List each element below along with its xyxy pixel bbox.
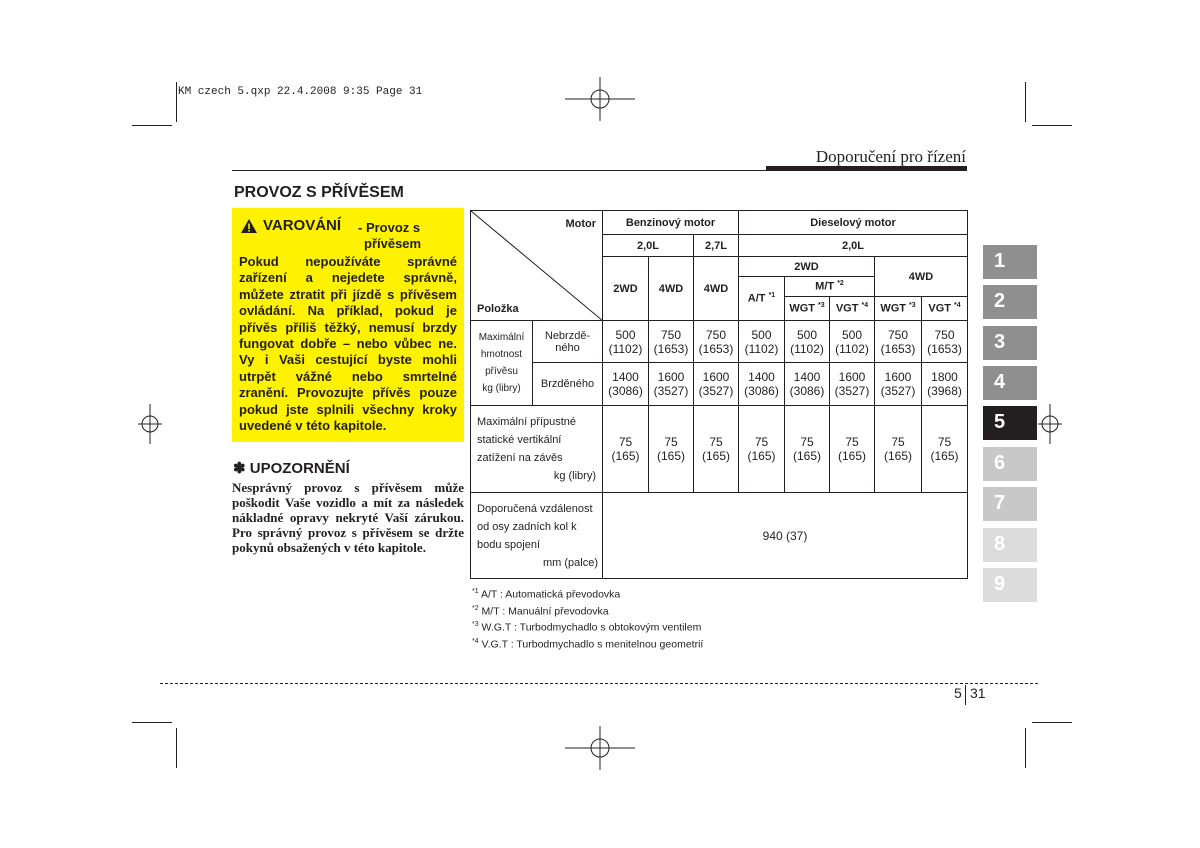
cell: 75 (165)	[875, 406, 922, 493]
chapter-tab-1[interactable]: 1	[983, 245, 1037, 279]
wgt-header-1: WGT $^{*3}$	[785, 297, 830, 321]
footnote-3: $^{*3}$ W.G.T : Turbodmychadlo s obtokovým ventilem	[472, 621, 702, 634]
cell: 750 (1653)	[694, 321, 739, 363]
diesel-2-0-header: 2,0L	[739, 235, 968, 257]
cell: 1400 (3086)	[603, 363, 649, 406]
registration-mark-top	[565, 77, 635, 121]
benzin-2-7-header: 2,7L	[694, 235, 739, 257]
warning-text: Pokud nepoužíváte správné zařízení a nejedete správně, můžete ztratit při jízdě s přívěsem ovládání. Na příklad, pokud je přívěs příliš těžký, nemusí brzdy fungovat dobře – nebo vůbec ne. Vy i Vaši cestující byste mohli utrpět vážné nebo smrtelné zranění. Provozujte přívěs pouze pokud jste splnili všechny kroky uvedené v této kapitole.	[239, 254, 457, 434]
cell: 75 (165)	[649, 406, 694, 493]
cell: 1800 (3968)	[922, 363, 968, 406]
chapter-tab-5[interactable]: 5	[983, 406, 1037, 440]
vgt-header-2: VGT $^{*4}$	[922, 297, 968, 321]
header-rule-thick	[766, 166, 967, 171]
corner-motor-label: Motor	[565, 218, 596, 230]
cell: 750 (1653)	[649, 321, 694, 363]
caution-label: UPOZORNĚNÍ	[249, 460, 350, 477]
benzin-4wd-header: 4WD	[649, 257, 694, 321]
registration-mark-bottom	[565, 726, 635, 770]
section-title: PROVOZ S PŘÍVĚSEM	[234, 184, 404, 201]
footer-rule	[160, 683, 1038, 684]
warning-subtitle-1: - Provoz s	[358, 220, 421, 235]
unbraked-label: Nebrzdě- ného	[533, 321, 603, 363]
warning-label: VAROVÁNÍ	[263, 217, 342, 234]
mt-header: M/T $^{*2}$	[785, 277, 875, 297]
footnote-2: $^{*2}$ M/T : Manuální převodovka	[472, 604, 609, 617]
diesel-2wd-header: 2WD	[739, 257, 875, 277]
chapter-tab-3[interactable]: 3	[983, 326, 1037, 360]
cell: 1400 (3086)	[739, 363, 785, 406]
footnote-4: $^{*4}$ V.G.T : Turbodmychadlo s menitelnou geometrií	[472, 637, 704, 650]
table-corner-cell	[471, 211, 603, 321]
caution-heading	[233, 459, 350, 477]
caution-text: Nesprávný provoz s přívěsem může poškodit Vaše vozidlo a mít za následek nákladné opravy nekryté Vaší zárukou. Pro správný provoz s přívěsem se držte pokynů obsažených v této kapitole.	[232, 480, 464, 555]
print-slug: KM czech 5.qxp 22.4.2008 9:35 Page 31	[178, 86, 423, 98]
corner-item-label: Položka	[477, 303, 519, 315]
diesel-4wd-header: 4WD	[875, 257, 968, 297]
cell: 500 (1102)	[603, 321, 649, 363]
page-number-divider	[965, 685, 966, 705]
chapter-tab-2[interactable]: 2	[983, 285, 1037, 319]
footnotes	[472, 585, 703, 651]
chapter-tab-9[interactable]: 9	[983, 568, 1037, 602]
running-header-title: Doporučení pro řízení	[815, 147, 966, 166]
cell: 500 (1102)	[739, 321, 785, 363]
chapter-tab-6[interactable]: 6	[983, 447, 1037, 481]
distance-label: Doporučená vzdálenost od osy zadních kol k bodu spojení mm (palce)	[471, 493, 603, 579]
benzin-2-0-header: 2,0L	[603, 235, 694, 257]
benzin-2wd-header: 2WD	[603, 257, 649, 321]
cell: 75 (165)	[603, 406, 649, 493]
chapter-tab-7[interactable]: 7	[983, 487, 1037, 521]
cell: 1400 (3086)	[785, 363, 830, 406]
max-weight-label: Maximální hmotnost přívěsu kg (libry)	[471, 321, 533, 406]
page-chapter-number: 5	[954, 685, 962, 701]
cell: 75 (165)	[830, 406, 875, 493]
at-header: A/T $^{*1}$	[739, 277, 785, 321]
table-row-vertical-load	[471, 406, 968, 493]
registration-mark-left	[138, 404, 162, 444]
cell: 75 (165)	[785, 406, 830, 493]
vertical-load-label: Maximální přípustné statické vertikální zatížení na závěs kg (libry)	[471, 406, 603, 493]
registration-mark-right	[1038, 404, 1062, 444]
cell: 1600 (3527)	[649, 363, 694, 406]
braked-label: Brzděného	[533, 363, 603, 406]
page-number: 31	[970, 685, 986, 701]
caution-symbol-icon: ✽	[233, 460, 246, 477]
distance-value: 940 (37)	[603, 493, 968, 579]
cell: 750 (1653)	[875, 321, 922, 363]
footnote-1: $^{*1}$ A/T : Automatická převodovka	[472, 588, 621, 601]
benzin-engine-header: Benzinový motor	[603, 211, 739, 235]
benzin27-4wd-header: 4WD	[694, 257, 739, 321]
cell: 1600 (3527)	[830, 363, 875, 406]
diesel-engine-header: Dieselový motor	[739, 211, 968, 235]
table-row-distance	[471, 493, 968, 579]
table-row-braked	[471, 363, 968, 406]
cell: 75 (165)	[922, 406, 968, 493]
cell: 500 (1102)	[785, 321, 830, 363]
cell: 75 (165)	[694, 406, 739, 493]
chapter-tab-4[interactable]: 4	[983, 366, 1037, 400]
cell: 750 (1653)	[922, 321, 968, 363]
table-row-unbraked	[471, 321, 968, 363]
cell: 500 (1102)	[830, 321, 875, 363]
cell: 1600 (3527)	[694, 363, 739, 406]
warning-subtitle-2: přívěsem	[364, 236, 422, 251]
warning-box	[232, 208, 464, 442]
cell: 75 (165)	[739, 406, 785, 493]
cell: 1600 (3527)	[875, 363, 922, 406]
vgt-header-1: VGT $^{*4}$	[830, 297, 875, 321]
chapter-tab-8[interactable]: 8	[983, 528, 1037, 562]
warning-triangle-icon	[240, 218, 258, 234]
wgt-header-2: WGT $^{*3}$	[875, 297, 922, 321]
trailer-spec-table	[470, 210, 968, 579]
